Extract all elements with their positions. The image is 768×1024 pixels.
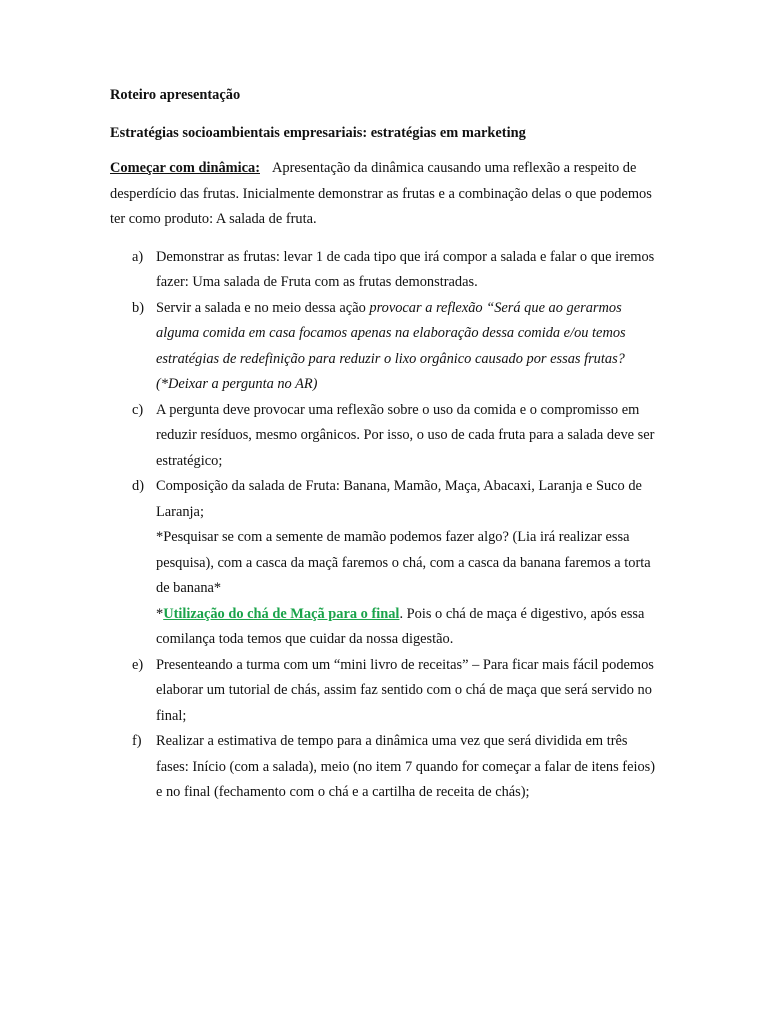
highlighted-text: Utilização do chá de Maçã para o final <box>163 605 400 622</box>
list-item-text: Presenteando a turma com um “mini livro de receitas” – Para ficar mais fácil podemos elaborar um tutorial de chás, assim faz sentido com o chá de maça que será servido no final; <box>156 656 654 724</box>
italic-question: provocar a reflexão “Será que ao gerarmos alguma comida em casa focamos apenas na elaboração dessa comida e/ou temos estratégias de redefinição para reduzir o lixo orgânico causado por essas frutas? (*Deixar a pergunta no AR) <box>156 299 626 392</box>
document-subtitle: Estratégias socioambientais empresariais: estratégias em marketing <box>110 125 526 141</box>
list-item-text: Composição da salada de Fruta: Banana, Mamão, Maça, Abacaxi, Laranja e Suco de Laranja; <box>156 478 642 520</box>
list-marker: a) <box>132 248 144 265</box>
list-item-c <box>110 398 660 475</box>
list-marker: e) <box>132 656 144 673</box>
highlight-prefix: * <box>156 605 164 622</box>
list-item-text: Servir a salada e no meio dessa ação <box>156 299 370 316</box>
list-item-a <box>110 245 660 296</box>
list-item-b <box>110 296 660 398</box>
list-marker: f) <box>132 733 142 749</box>
intro-lead: Começar com dinâmica: <box>110 160 260 176</box>
document-title: Roteiro apresentação <box>110 87 241 103</box>
highlight-continuation: . Pois o chá de maça é digestivo, após essa comilança toda temos que cuidar da nossa digestão. <box>156 605 645 647</box>
list-item-text: Demonstrar as frutas: levar 1 de cada tipo que irá compor a salada e falar o que iremos fazer: Uma salada de Fruta com as frutas demonstradas. <box>156 248 655 290</box>
list-item-d <box>110 474 660 653</box>
intro-paragraph <box>110 156 660 233</box>
intro-text: Apresentação da dinâmica causando uma reflexão a respeito de desperdício das frutas. Inicialmente demonstrar as frutas e a combinação delas o que podemos ter como produto: A salada de fruta. <box>110 160 652 227</box>
document-body <box>110 84 660 806</box>
list-item-text: A pergunta deve provocar uma reflexão sobre o uso da comida e o compromisso em reduzir resíduos, mesmo orgânicos. Por isso, o uso de cada fruta para a salada deve ser estratégico; <box>156 401 655 469</box>
list-marker: b) <box>132 299 144 316</box>
list-marker: c) <box>132 401 144 418</box>
research-note: *Pesquisar se com a semente de mamão podemos fazer algo? (Lia irá realizar essa pesquisa), com a casca da maçã faremos o chá, com a casca da banana faremos a torta de banana* <box>156 529 651 596</box>
list-marker: d) <box>132 478 144 494</box>
item-list <box>110 245 660 806</box>
list-item-f <box>110 729 660 806</box>
list-item-text: Realizar a estimativa de tempo para a dinâmica uma vez que será dividida em três fases: Início (com a salada), meio (no item 7 quando for começar a falar de itens feios) e no final (fechamento com o chá e a cartilha de receita de chás); <box>156 733 656 800</box>
list-item-e <box>110 653 660 730</box>
